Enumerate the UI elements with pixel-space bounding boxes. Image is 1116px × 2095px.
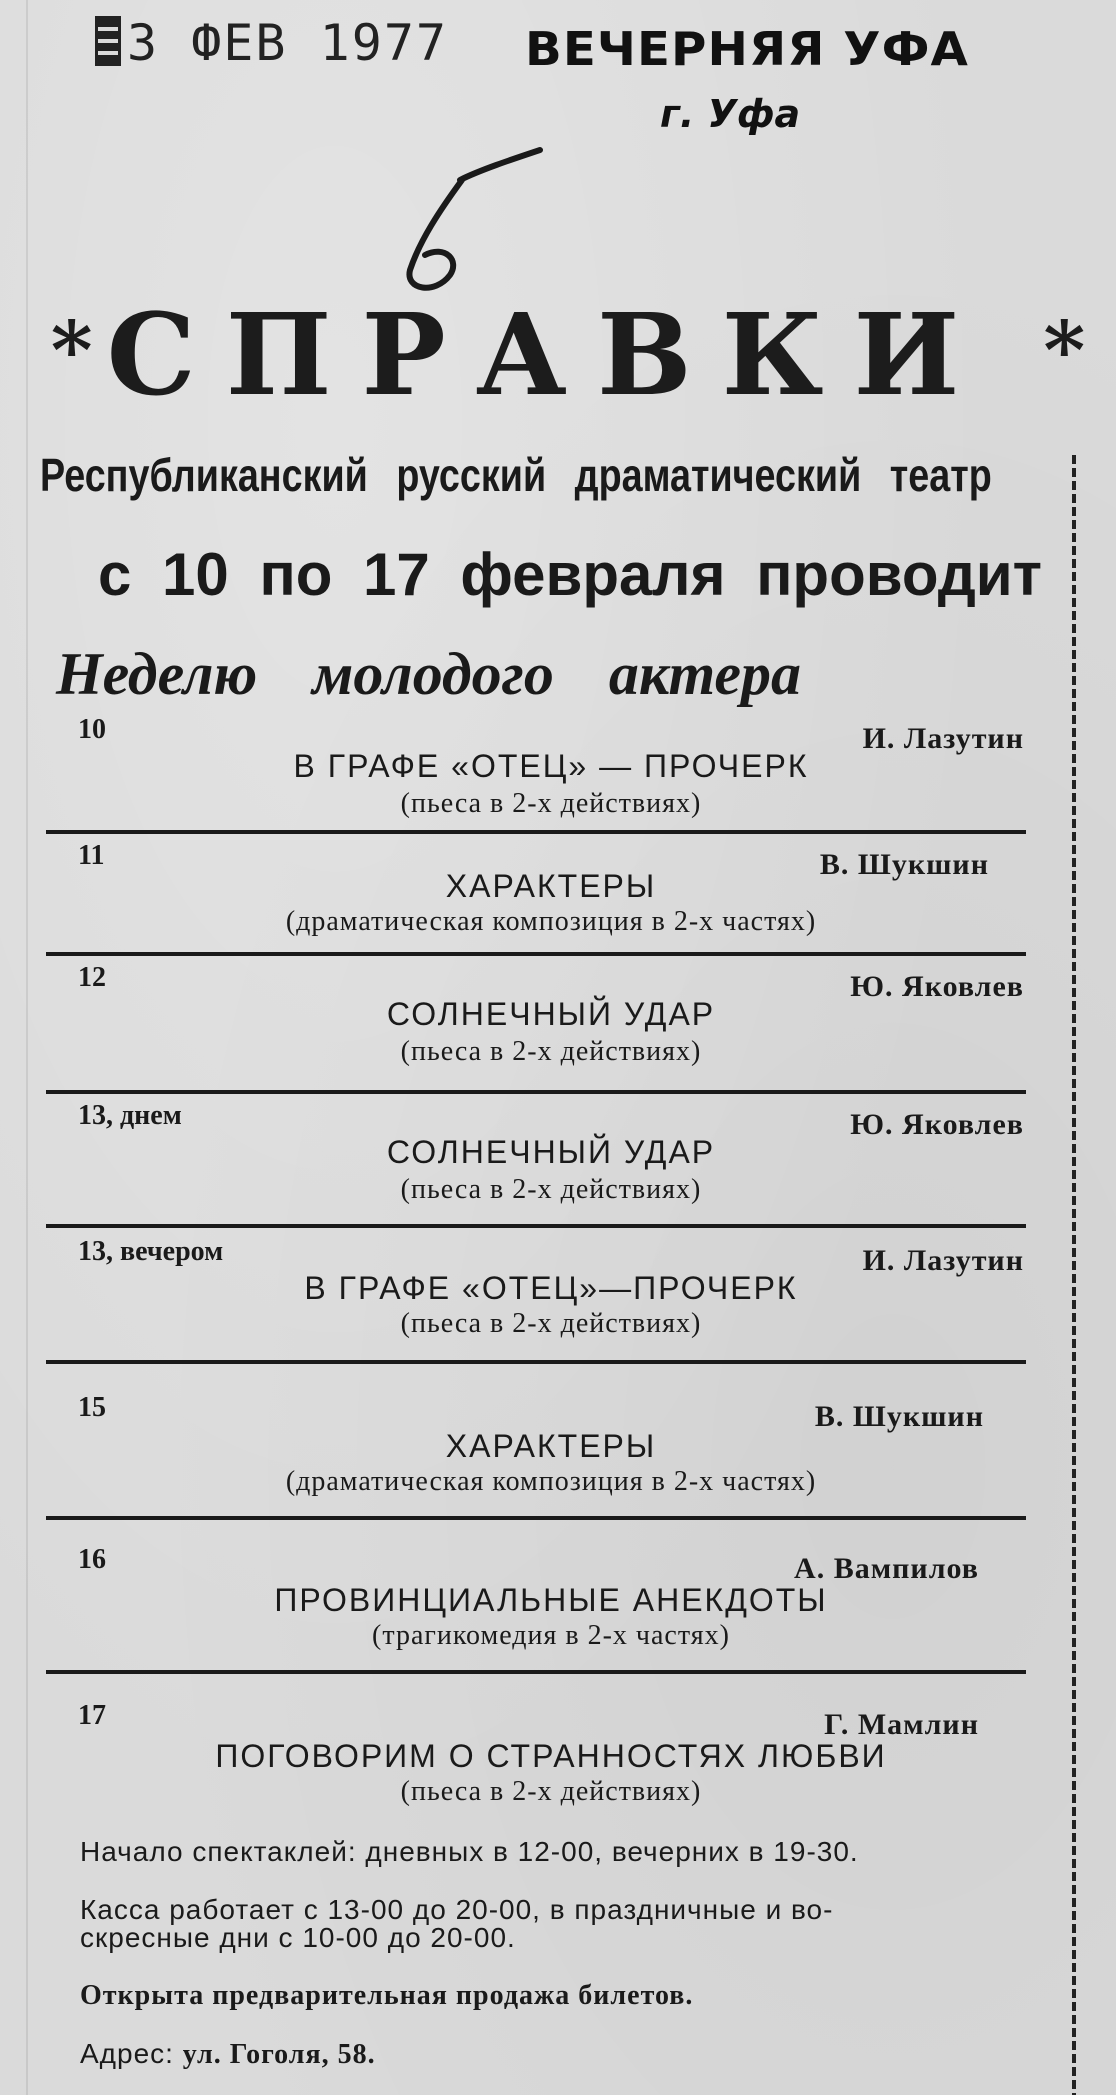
stamp-mark-icon <box>95 16 121 66</box>
handwritten-mark <box>390 127 570 300</box>
divider <box>46 952 1026 956</box>
entry-author: А. Вампилов <box>794 1552 979 1585</box>
entry-note: (драматическая композиция в 2-х частях) <box>285 906 817 937</box>
entry-author: И. Лазутин <box>862 1244 1024 1277</box>
entry-date: 12 <box>78 962 106 993</box>
entry-note: (пьеса в 2-х действиях) <box>400 788 702 819</box>
program-entry <box>78 714 1024 819</box>
newspaper-name: ВЕЧЕРНЯЯ УФА <box>525 22 969 76</box>
presale-note: Открыта предварительная продажа билетов. <box>80 1980 694 2011</box>
entry-author: В. Шукшин <box>814 1400 984 1433</box>
entry-author: Г. Мамлин <box>824 1708 979 1741</box>
program-entry <box>78 1700 1024 1810</box>
entry-author: В. Шукшин <box>819 848 989 881</box>
entry-note: (трагикомедия в 2-х частях) <box>372 1620 730 1651</box>
event-title: Неделю молодого актера <box>56 641 801 707</box>
divider <box>46 1090 1026 1094</box>
address <box>80 2038 1030 2071</box>
entry-note: (пьеса в 2-х действиях) <box>400 1308 702 1339</box>
handwritten-text: б <box>390 127 399 144</box>
title-text: СПРАВКИ <box>106 290 990 421</box>
entry-author: И. Лазутин <box>862 722 1024 755</box>
clipping-edge-right <box>1072 455 1076 2095</box>
entry-play: В ГРАФЕ «ОТЕЦ» — ПРОЧЕРК <box>293 748 809 784</box>
entry-date: 10 <box>78 714 106 745</box>
star-icon: * <box>50 303 93 397</box>
address-label: Адрес: <box>80 2038 174 2069</box>
date-stamp <box>95 14 448 72</box>
entry-note: (драматическая композиция в 2-х частях) <box>285 1466 817 1497</box>
divider <box>46 1670 1026 1674</box>
entry-play: ХАРАКТЕРЫ <box>445 868 657 904</box>
clipping-edge-left <box>26 0 28 2095</box>
star-icon: * <box>1043 303 1086 397</box>
entry-note: (пьеса в 2-х действиях) <box>400 1174 702 1205</box>
entry-date: 17 <box>78 1700 106 1731</box>
entry-author: Ю. Яковлев <box>850 970 1024 1003</box>
section-title <box>38 290 1098 421</box>
program-entry <box>78 1544 1024 1654</box>
program-entry <box>78 1236 1024 1346</box>
entry-play: СОЛНЕЧНЫЙ УДАР <box>386 996 716 1032</box>
theater-name: Республиканский русский драматический театр <box>40 449 992 501</box>
newspaper-city: г. Уфа <box>660 92 801 136</box>
entry-play: В ГРАФЕ «ОТЕЦ»—ПРОЧЕРК <box>304 1270 798 1306</box>
box-office-hours: Касса работает с 13-00 до 20-00, в праздничные и во- <box>80 1894 834 1925</box>
program-entry <box>78 962 1024 1072</box>
entry-note: (пьеса в 2-х действиях) <box>400 1776 702 1807</box>
stamp-date: 3 ФЕВ 1977 <box>127 14 449 72</box>
address-value: ул. Гоголя, 58. <box>182 2039 376 2070</box>
entry-play: СОЛНЕЧНЫЙ УДАР <box>386 1134 716 1170</box>
program-entry <box>78 1392 1024 1502</box>
program-entry <box>78 1100 1024 1210</box>
entry-author: Ю. Яковлев <box>850 1108 1024 1141</box>
divider <box>46 1516 1026 1520</box>
entry-play: ПРОВИНЦИАЛЬНЫЕ АНЕКДОТЫ <box>274 1582 828 1618</box>
start-times: Начало спектаклей: дневных в 12-00, вечерних в 19-30. <box>80 1836 859 1867</box>
entry-date: 13, вечером <box>78 1236 224 1267</box>
entry-play: ХАРАКТЕРЫ <box>445 1428 657 1464</box>
entry-note: (пьеса в 2-х действиях) <box>400 1036 702 1067</box>
entry-date: 15 <box>78 1392 106 1423</box>
entry-date: 11 <box>78 840 105 871</box>
event-dates: с 10 по 17 февраля проводит <box>98 541 1043 608</box>
box-office-hours-cont: скресные дни с 10-00 до 20-00. <box>80 1922 516 1953</box>
entry-date: 13, днем <box>78 1100 182 1131</box>
divider <box>46 1360 1026 1364</box>
program-entry <box>78 840 1024 950</box>
entry-play: ПОГОВОРИМ О СТРАННОСТЯХ ЛЮБВИ <box>215 1738 887 1774</box>
entry-date: 16 <box>78 1544 106 1575</box>
divider <box>46 830 1026 834</box>
divider <box>46 1224 1026 1228</box>
